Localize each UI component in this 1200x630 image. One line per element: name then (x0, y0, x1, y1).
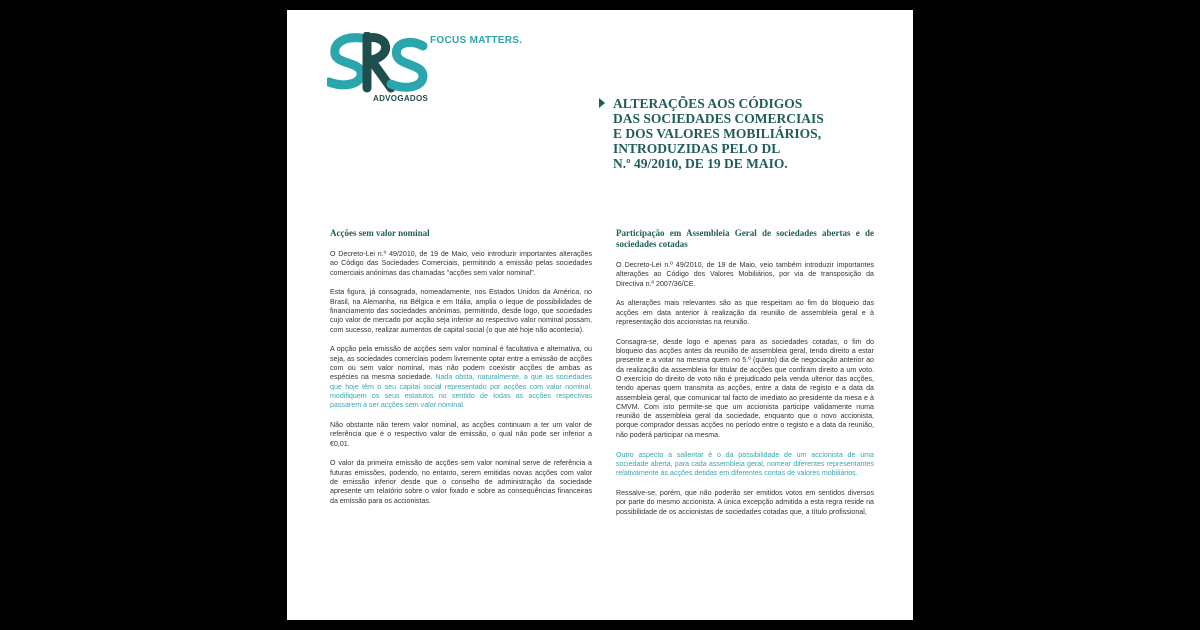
logo-subtitle: ADVOGADOS (373, 94, 429, 103)
right-column (616, 228, 874, 527)
srs-logo-mark (327, 32, 437, 96)
left-column (330, 228, 592, 516)
right-paragraph-1: O Decreto-Lei n.º 49/2010, de 19 de Maio, veio também introduzir importantes alterações ao Código dos Valores Mobiliários, por via de transposição da Directiva n.º 2007/36/CE. (616, 261, 874, 288)
right-paragraph-4 (616, 451, 874, 479)
left-paragraph-4: Não obstante não terem valor nominal, as acções continuam a ter um valor de referência que é o respectivo valor de emissão, o qual não pode ser inferior a €0,01. (330, 420, 592, 448)
left-paragraph-3-text: A opção pela emissão de acções sem valor nominal é facultativa e alternativa, ou seja, as sociedades comerciais podem livremente optar entre a emissão de acções com ou sem valor nominal, mas não podem coexistir acções de ambas as espécies na mesma sociedade. (330, 345, 592, 382)
left-paragraph-3-highlight: Nada obsta, naturalmente, a que as sociedades que hoje têm o seu capital social representado por acções com valor nominal, modifiquem os seus estatutos no sentido de todas as acções respectivas passarem a ser acções sem valor nominal. (330, 373, 592, 410)
document-title: ALTERAÇÕES AOS CÓDIGOS DAS SOCIEDADES COMERCIAIS E DOS VALORES MOBILIÁRIOS, INTRODUZIDAS PELO DL N.º 49/2010, DE 19 DE MAIO. (613, 96, 824, 171)
right-paragraph-2: As alterações mais relevantes são as que respeitam ao fim do bloqueio das acções em data anterior à realização da reunião de assembleia geral e à representação dos accionistas na reunião. (616, 299, 874, 326)
right-paragraph-4-highlight: Outro aspecto a salientar é o da possibilidade de um accionista de uma sociedade aberta, para cada assembleia geral, nomear diferentes representantes relativamente às acções detidas em diferentes contas de valores mobiliários. (616, 450, 874, 478)
tagline: FOCUS MATTERS. (430, 35, 523, 46)
left-paragraph-1: O Decreto-Lei n.º 49/2010, de 19 de Maio, veio introduzir importantes alterações ao Código das Sociedades Comerciais, permitindo a emissão pelas sociedades comerciais anónimas das chamadas "acções sem valor nominal". (330, 250, 592, 277)
title-marker-icon (599, 98, 605, 108)
left-paragraph-3 (330, 345, 592, 410)
document-page (287, 10, 913, 620)
left-paragraph-5: O valor da primeira emissão de acções sem valor nominal serve de referência a futuras emissões, podendo, no entanto, serem emitidas novas acções com valor de emissão inferior desde que o conselho de administração da sociedade apresente um relatório sobre o valor fixado e sobre as consequências financeiras da emissão para os accionistas. (330, 459, 592, 505)
right-heading: Participação em Assembleia Geral de sociedades abertas e de sociedades cotadas (616, 228, 874, 249)
right-paragraph-5: Ressalve-se, porém, que não poderão ser emitidos votos em sentidos diversos por parte do mesmo accionista. A única excepção admitida a esta regra reside na possibilidade de os accionistas de sociedades cotadas que, a título profissional, (616, 488, 874, 516)
left-paragraph-2: Esta figura, já consagrada, nomeadamente, nos Estados Unidos da América, no Brasil, na Alemanha, na Bélgica e em Itália, amplia o leque de possibilidades de financiamento das sociedades anónimas, permitindo, desde logo, que sociedades cujo valor de mercado por acção seja inferior ao respectivo valor nominal possam, com sucesso, realizar aumentos de capital social (o que até hoje não acontecia). (330, 288, 592, 334)
right-paragraph-3: Consagra-se, desde logo e apenas para as sociedades cotadas, o fim do bloqueio das acções antes da reunião de assembleia geral, tendo direito a estar presente e a votar na mesma quem no 5.º (quinto) dia de negociação anterior ao da realização da assembleia for titular de acções que confiram direito a um voto. O exercício do direito de voto não é prejudicado pela venda ulterior das acções, tendo apenas quem transmita as acções, entre a data de registo e a data da assembleia geral, que comunicar tal facto de imediato ao presidente da mesa e à CMVM. Com isto permite-se que um accionista participe validamente numa reunião de assembleia geral da sociedade, enquanto que o novo accionista, porque comprador dessas acções no período entre o registo e a data da reunião, não poderá participar na mesma. (616, 337, 874, 439)
srs-logo (327, 32, 437, 114)
left-heading: Acções sem valor nominal (330, 228, 430, 238)
